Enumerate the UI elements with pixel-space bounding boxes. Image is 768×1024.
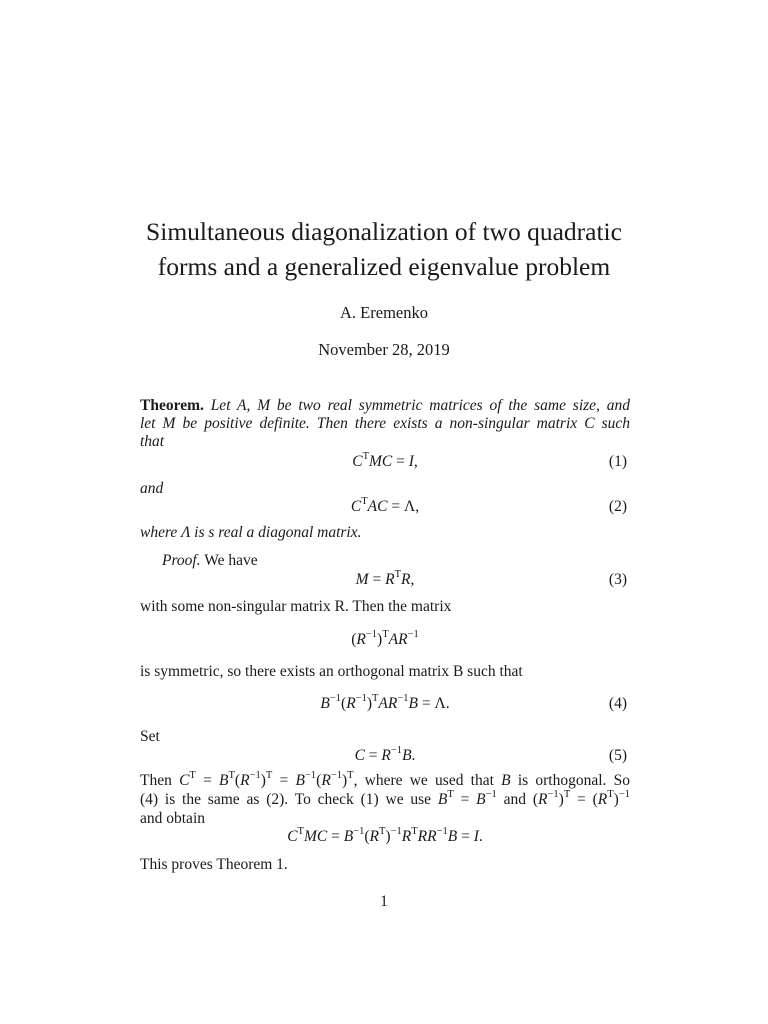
proof-with-some: with some non-singular matrix R. Then the matrix xyxy=(140,598,452,615)
proof-is-symmetric: is symmetric, so there exists an orthogonal matrix B such that xyxy=(140,663,523,680)
equation-final-math: $C^TMC = B^{-1}(R^T)^{-1}R^TRR^{-1}B = I$. xyxy=(287,825,483,845)
equation-5-number: (5) xyxy=(608,747,627,764)
equation-4-number: (4) xyxy=(608,695,627,712)
page-number: 1 xyxy=(380,893,388,910)
equation-2-math: $C^TAC = \Lambda$, xyxy=(350,495,420,515)
proof-then-line-1: Then $C^T = B^T(R^{-1})^T = B^{-1}(R^{-1})^T$, where we used that B is orthogonal. So xyxy=(140,769,630,789)
equation-4-math: $B^{-1}(R^{-1})^TAR^{-1}B = \Lambda$. xyxy=(320,692,450,712)
paper-title xyxy=(100,214,668,284)
equation-3-math: $M = R^TR$, xyxy=(355,568,415,588)
theorem-line-1 xyxy=(140,397,630,415)
equation-2-number: (2) xyxy=(608,498,627,515)
equation-1-number: (1) xyxy=(608,453,627,470)
proof-conclusion: This proves Theorem 1. xyxy=(140,856,288,873)
equation-1-math: $C^TMC = I$, xyxy=(352,450,418,470)
date: November 28, 2019 xyxy=(318,340,450,359)
proof-then-line-3: and obtain xyxy=(140,810,205,827)
proof-then-line-2: (4) is the same as (2). To check (1) we use $B^T = B^{-1}$ and $(R^{-1})^T = (R^T)^{-1}$ xyxy=(140,788,631,808)
equation-mid-math: $(R^{-1})^TAR^{-1}$ xyxy=(351,628,419,648)
proof-set: Set xyxy=(140,728,160,745)
theorem-where: where Λ is s real a diagonal matrix. xyxy=(140,524,362,541)
theorem-label: Theorem. xyxy=(140,397,204,414)
proof-label: Proof. xyxy=(162,552,201,569)
title-line-1: Simultaneous diagonalization of two quadratic xyxy=(146,217,622,246)
proof-intro xyxy=(162,552,652,570)
equation-3-number: (3) xyxy=(608,571,627,588)
theorem-and: and xyxy=(140,480,164,497)
proof-we-have: We have xyxy=(204,552,258,569)
author: A. Eremenko xyxy=(340,303,428,322)
theorem-line-2: let M be positive definite. Then there exists a non-singular matrix C such xyxy=(140,415,630,432)
equation-5-math: $C = R^{-1}B$. xyxy=(354,744,416,764)
title-line-2: forms and a generalized eigenvalue problem xyxy=(157,252,611,281)
theorem-line-3: that xyxy=(140,433,165,450)
theorem-text-1: Let A, M be two real symmetric matrices of the same size, and xyxy=(210,397,630,414)
